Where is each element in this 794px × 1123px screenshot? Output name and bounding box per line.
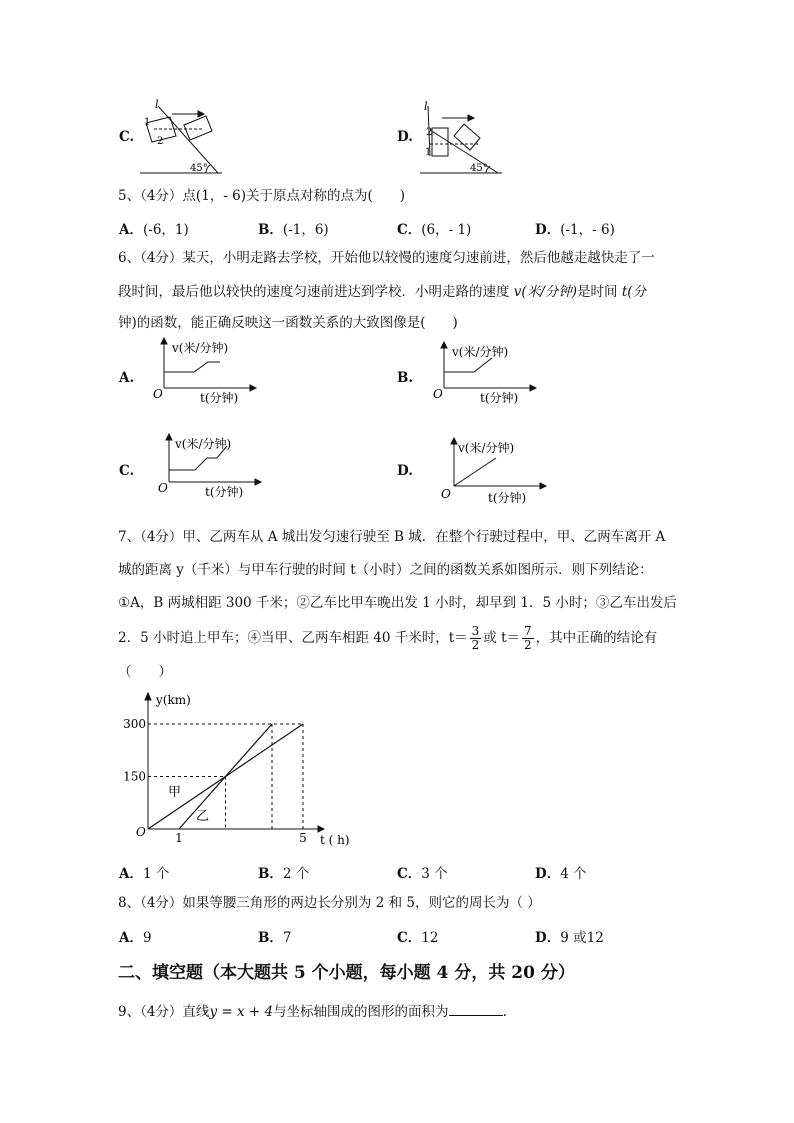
q6-stem-line1: 6、（4分）某天，小明走路去学校，开始他以较慢的速度匀速前进，然后他越走越快走了一 bbox=[118, 250, 655, 266]
q6-graph-b bbox=[430, 340, 540, 410]
q6d-xlabel: t(分钟) bbox=[488, 491, 527, 505]
q6c-origin: O bbox=[158, 481, 168, 495]
q7-stem-line2: 城的距离 y（千米）与甲车行驶的时间 t（小时）之间的函数关系如图所示．则下列结论： bbox=[118, 562, 653, 578]
q6-graph-d bbox=[440, 436, 550, 508]
q4-figure-c bbox=[140, 98, 235, 180]
q4-option-c-label: C. bbox=[119, 129, 135, 145]
q7-ylabel: y(km) bbox=[156, 693, 191, 707]
q7-option-d: D．4 个 bbox=[535, 866, 587, 882]
q4d-l-label: l bbox=[424, 100, 428, 113]
q7-stem-line5: （ ） bbox=[118, 664, 172, 680]
q5-option-d: D．(-1，- 6) bbox=[535, 222, 615, 238]
q7-ytick-300: 300 bbox=[123, 717, 146, 731]
q8-stem: 8、（4分）如果等腰三角形的两边长分别为 2 和 5，则它的周长为（ ） bbox=[118, 895, 541, 911]
q7-option-c: C．3 个 bbox=[397, 866, 448, 882]
q7-stem-line1: 7、（4分）甲、乙两车从 A 城出发匀速行驶至 B 城．在整个行驶过程中，甲、乙两车离开 A bbox=[118, 529, 666, 545]
q6a-ylabel: v(米/分钟) bbox=[172, 341, 229, 355]
q6d-ylabel: v(米/分钟) bbox=[458, 441, 515, 455]
q8-option-b: B．7 bbox=[258, 930, 292, 946]
q7-x-arrow bbox=[318, 826, 324, 832]
q4-figure-d bbox=[420, 98, 515, 180]
q7-y-arrow bbox=[145, 693, 151, 700]
q7-ytick-150: 150 bbox=[123, 769, 146, 784]
q7-yi-label: 乙 bbox=[196, 809, 210, 824]
q7-axes bbox=[145, 693, 324, 832]
q4c-angle-label: 45° bbox=[190, 163, 208, 174]
q4c-l-label: l bbox=[155, 98, 159, 111]
fraction-7-2: $\frac{7}{2}$ bbox=[524, 624, 532, 652]
q4c-one-label: 1 bbox=[144, 117, 151, 128]
q6d-origin: O bbox=[441, 487, 451, 501]
q6a-xlabel: t(分钟) bbox=[200, 391, 239, 405]
q6-graph-b-label: B. bbox=[397, 370, 414, 386]
q5-option-b: B．(-1，6) bbox=[258, 222, 329, 238]
q9-answer-blank[interactable] bbox=[449, 1001, 503, 1016]
q7-stem-line3: ①A，B 两城相距 300 千米；②乙车比甲车晚出发 1 小时，却早到 1．5 小时；③乙车出发后 bbox=[118, 595, 677, 611]
q6-graph-a bbox=[150, 336, 260, 408]
q9-formula: y = x + 4 bbox=[209, 1004, 274, 1020]
q8-option-a: A．9 bbox=[119, 930, 152, 946]
q7-stem-line4: 2．5 小时追上甲车；④当甲、乙两车相距 40 千米时，t＝ $\frac{3}{2}$ 或 t＝ $\frac{7}{2}$ ，其中正确的结论有 bbox=[118, 624, 658, 652]
q9-stem: 9、（4分）直线y = x + 4与坐标轴围成的图形的面积为 . bbox=[118, 1001, 507, 1022]
q7-xtick-5: 5 bbox=[299, 831, 307, 845]
q6-graph-c-label: C. bbox=[119, 463, 135, 479]
q8-option-d: D．9 或12 bbox=[535, 930, 604, 946]
q4d-angle-label: 45° bbox=[470, 163, 488, 174]
fraction-3-2: $\frac{3}{2}$ bbox=[471, 624, 480, 652]
q6-stem-line3: 钟)的函数，能正确反映这一函数关系的大致图像是( ) bbox=[118, 315, 458, 331]
q6b-ylabel: v(米/分钟) bbox=[452, 345, 509, 359]
q6c-ylabel: v(米/分钟) bbox=[175, 437, 232, 451]
q6b-xlabel: t(分钟) bbox=[480, 391, 519, 405]
q5-stem: 5、（4分）点(1，- 6)关于原点对称的点为( ) bbox=[118, 188, 406, 204]
q7-option-a: A．1 个 bbox=[119, 866, 170, 882]
q6-graph-d-label: D. bbox=[397, 463, 413, 479]
q5-option-c: C．(6，- 1) bbox=[397, 222, 472, 238]
q6b-origin: O bbox=[433, 387, 443, 401]
q6-graph-c bbox=[155, 432, 265, 504]
q7-option-b: B．2 个 bbox=[258, 866, 310, 882]
q4-option-d-label: D. bbox=[397, 129, 413, 145]
q7-line-chart bbox=[110, 690, 370, 850]
q6c-xlabel: t(分钟) bbox=[205, 485, 244, 499]
q6a-origin: O bbox=[153, 387, 163, 401]
q7-xtick-1: 1 bbox=[175, 831, 183, 845]
q5-option-a: A．(-6，1) bbox=[119, 222, 189, 238]
q4d-two-label: 2 bbox=[426, 127, 433, 138]
q8-option-c: C．12 bbox=[397, 930, 439, 946]
q4c-two-label: 2 bbox=[157, 136, 164, 147]
q6-stem-line2: 段时间，最后他以较快的速度匀速前进达到学校．小明走路的速度 v(米/分钟)是时间 t(分 bbox=[118, 284, 647, 300]
q7-xlabel: t ( h) bbox=[320, 833, 350, 847]
q7-origin: O bbox=[136, 825, 146, 839]
q7-jia-label: 甲 bbox=[168, 785, 182, 800]
section-2-title: 二、填空题（本大题共 5 个小题，每小题 4 分，共 20 分） bbox=[118, 963, 575, 983]
q4d-one-label: 1 bbox=[425, 147, 432, 158]
q6-graph-a-label: A. bbox=[119, 370, 135, 386]
